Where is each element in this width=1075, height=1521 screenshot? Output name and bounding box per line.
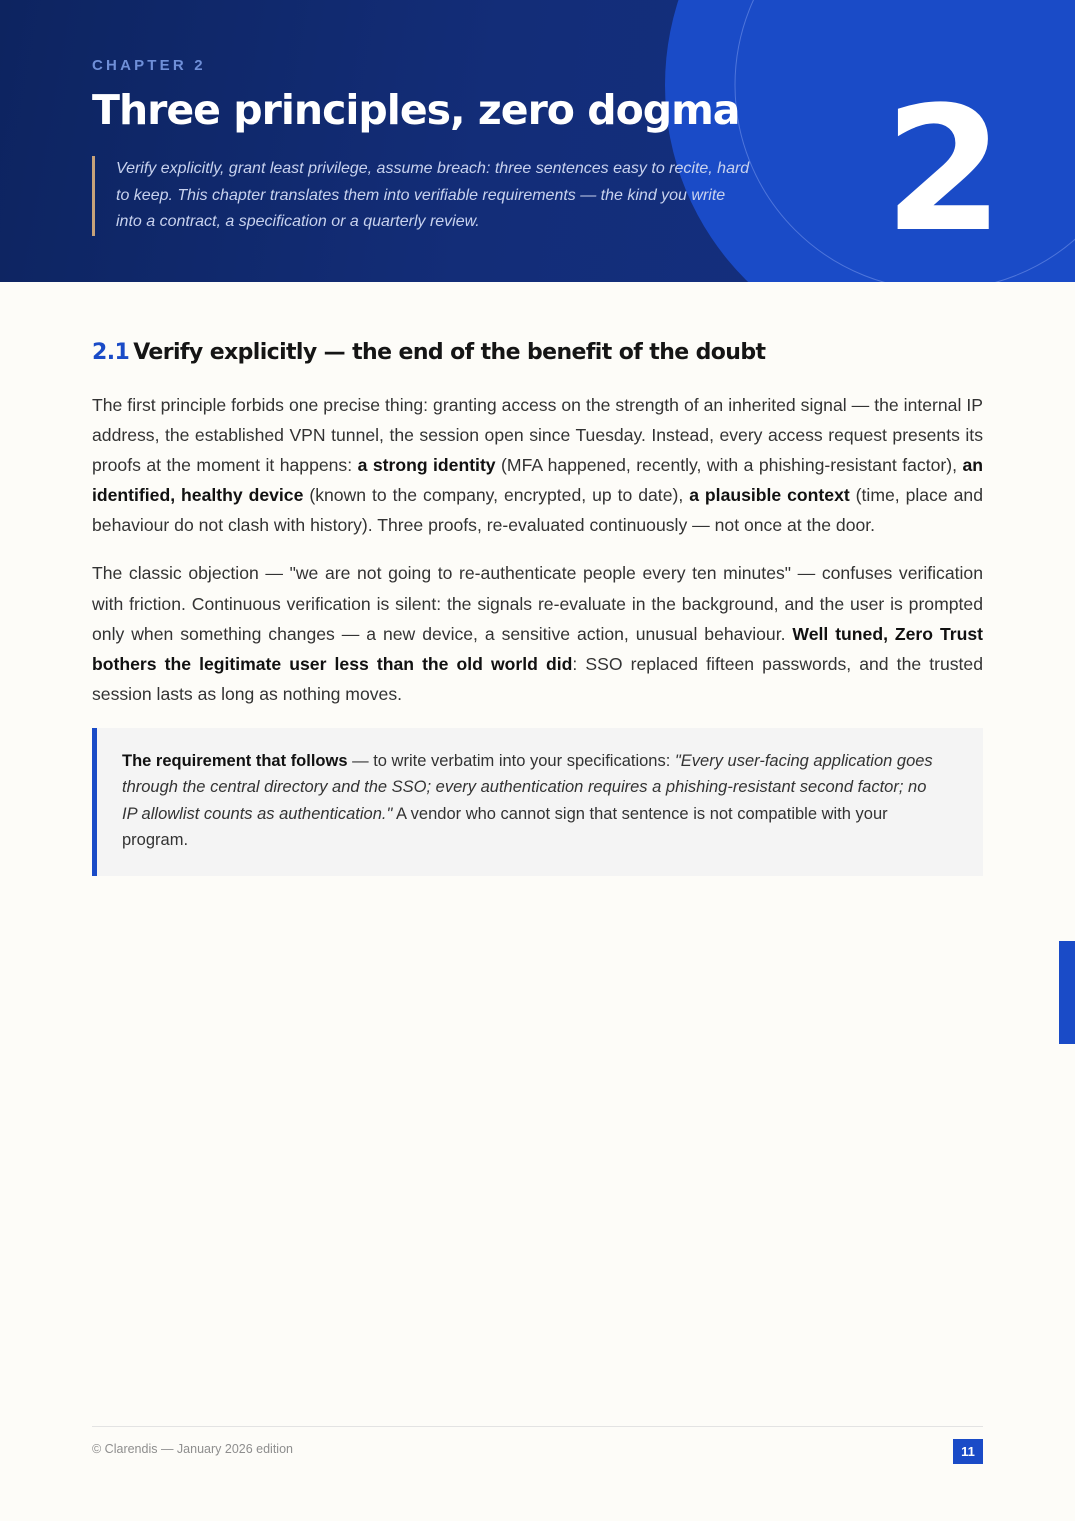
chapter-number: 2 — [884, 69, 1000, 270]
requirement-callout — [92, 728, 983, 876]
body-paragraph-2 — [92, 558, 983, 708]
paragraph-text: The classic objection — "we are not going to re-authenticate people every ten minutes" — confuses verification with friction. Continuous verification is silent: the signals re-evaluate in the background, and the user is prompted only when something changes — a new device, a sensitive action, unusual behaviour. — [92, 563, 983, 644]
emphasis-strong-identity: a strong identity — [357, 455, 496, 476]
callout-quote: "Every user-facing application goes through the central directory and the SSO; every authentication requires a phishing-resistant second factor; no IP allowlist counts as authentication." — [122, 751, 933, 823]
callout-text: A vendor who cannot sign that sentence is not compatible with your program. — [122, 804, 888, 850]
footer-copyright: © Clarendis — January 2026 edition — [92, 1442, 293, 1456]
callout-lead: The requirement that follows — [122, 751, 348, 770]
chapter-label: CHAPTER 2 — [92, 57, 206, 74]
callout-text: — to write verbatim into your specifications: — [347, 751, 675, 770]
page-number-badge: 11 — [953, 1439, 983, 1464]
chapter-lede: Verify explicitly, grant least privilege, assume breach: three sentences easy to recite, hard to keep. This chapter translates them into verifiable requirements — the kind you write into a contract, a specification or a quarterly review. — [92, 156, 752, 236]
paragraph-text: (MFA happened, recently, with a phishing-resistant factor), — [495, 455, 963, 476]
emphasis-healthy-device: an identified, healthy device — [92, 455, 983, 506]
section-number: 2.1 — [92, 340, 130, 365]
section-title: Verify explicitly — the end of the benefit of the doubt — [133, 340, 766, 365]
chapter-body — [92, 336, 983, 876]
body-paragraph-1 — [92, 390, 983, 540]
paragraph-text: (known to the company, encrypted, up to date), — [303, 485, 690, 506]
chapter-title: Three principles, zero dogma — [92, 86, 740, 134]
paragraph-text: (time, place and behaviour do not clash with history). Three proofs, re-evaluated continuously — not once at the door. — [92, 485, 983, 536]
emphasis-plausible-context: a plausible context — [689, 485, 850, 506]
chapter-side-tab — [1059, 941, 1075, 1044]
emphasis-well-tuned: Well tuned, Zero Trust bothers the legitimate user less than the old world did — [92, 623, 983, 674]
section-heading — [92, 336, 983, 370]
footer-divider — [92, 1426, 983, 1427]
paragraph-text: : SSO replaced fifteen passwords, and the trusted session lasts as long as nothing moves. — [92, 653, 984, 704]
chapter-header — [0, 0, 1075, 282]
paragraph-text: The first principle forbids one precise thing: granting access on the strength of an inherited signal — the internal IP address, the established VPN tunnel, the session open since Tuesday. Instead, every access request presents its proofs at the moment it happens: — [92, 395, 983, 476]
